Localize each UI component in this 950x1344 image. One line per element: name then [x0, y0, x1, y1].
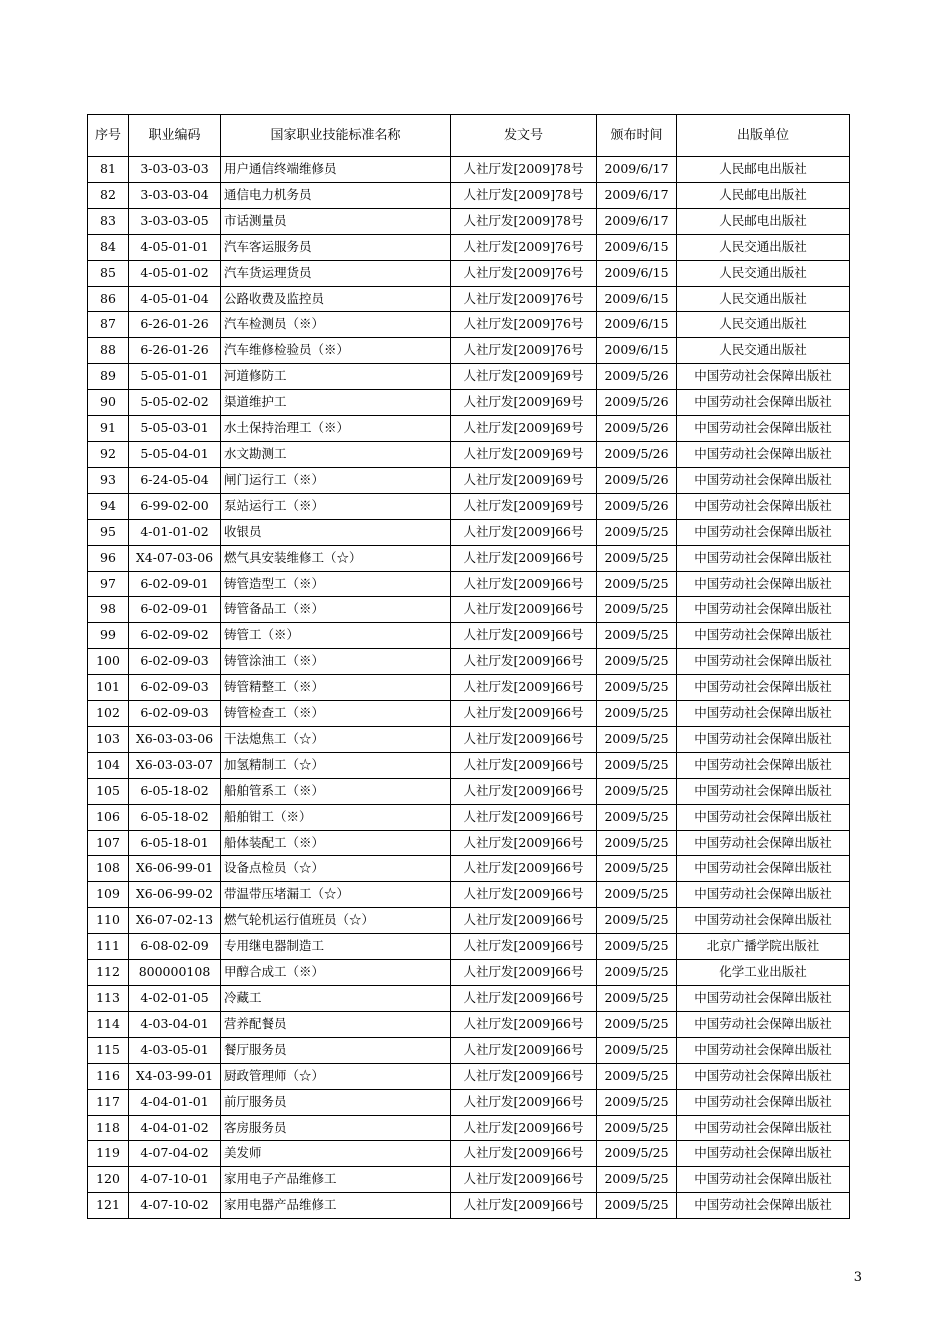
cell-code: 4-05-01-02 [129, 260, 221, 286]
cell-name: 船舶管系工（※） [221, 778, 451, 804]
cell-doc-number: 人社厅发[2009]69号 [451, 467, 597, 493]
cell-doc-number: 人社厅发[2009]69号 [451, 416, 597, 442]
cell-seq: 107 [88, 830, 129, 856]
cell-doc-number: 人社厅发[2009]66号 [451, 752, 597, 778]
cell-seq: 100 [88, 649, 129, 675]
cell-date: 2009/6/17 [597, 182, 677, 208]
cell-publisher: 中国劳动社会保障出版社 [677, 804, 850, 830]
cell-publisher: 中国劳动社会保障出版社 [677, 364, 850, 390]
table-header [88, 115, 850, 157]
cell-publisher: 中国劳动社会保障出版社 [677, 1167, 850, 1193]
cell-seq: 99 [88, 623, 129, 649]
cell-name: 干法熄焦工（☆） [221, 726, 451, 752]
cell-date: 2009/5/25 [597, 986, 677, 1012]
cell-publisher: 中国劳动社会保障出版社 [677, 778, 850, 804]
cell-code: 4-01-01-02 [129, 519, 221, 545]
cell-publisher: 中国劳动社会保障出版社 [677, 1037, 850, 1063]
cell-seq: 92 [88, 441, 129, 467]
cell-date: 2009/6/17 [597, 157, 677, 183]
cell-doc-number: 人社厅发[2009]66号 [451, 882, 597, 908]
cell-doc-number: 人社厅发[2009]66号 [451, 701, 597, 727]
cell-date: 2009/6/15 [597, 234, 677, 260]
cell-name: 冷藏工 [221, 986, 451, 1012]
cell-code: 5-05-01-01 [129, 364, 221, 390]
cell-seq: 81 [88, 157, 129, 183]
cell-name: 设备点检员（☆） [221, 856, 451, 882]
cell-doc-number: 人社厅发[2009]76号 [451, 286, 597, 312]
table-row [88, 675, 850, 701]
cell-seq: 119 [88, 1141, 129, 1167]
table-row [88, 726, 850, 752]
table-row [88, 519, 850, 545]
cell-code: 5-05-03-01 [129, 416, 221, 442]
cell-publisher: 中国劳动社会保障出版社 [677, 986, 850, 1012]
cell-name: 厨政管理师（☆） [221, 1063, 451, 1089]
cell-code: 6-02-09-02 [129, 623, 221, 649]
cell-code: 5-05-04-01 [129, 441, 221, 467]
table-row [88, 701, 850, 727]
cell-seq: 97 [88, 571, 129, 597]
cell-name: 家用电子产品维修工 [221, 1167, 451, 1193]
cell-name: 泵站运行工（※） [221, 493, 451, 519]
cell-date: 2009/5/26 [597, 364, 677, 390]
cell-code: 6-05-18-02 [129, 778, 221, 804]
cell-doc-number: 人社厅发[2009]66号 [451, 804, 597, 830]
table-row [88, 338, 850, 364]
cell-date: 2009/5/25 [597, 752, 677, 778]
table-row [88, 157, 850, 183]
cell-publisher: 中国劳动社会保障出版社 [677, 519, 850, 545]
cell-code: 4-05-01-04 [129, 286, 221, 312]
cell-doc-number: 人社厅发[2009]66号 [451, 960, 597, 986]
cell-doc-number: 人社厅发[2009]69号 [451, 493, 597, 519]
table-row [88, 908, 850, 934]
table-body [88, 157, 850, 1219]
cell-publisher: 中国劳动社会保障出版社 [677, 701, 850, 727]
header-code: 职业编码 [129, 115, 221, 157]
cell-doc-number: 人社厅发[2009]66号 [451, 1063, 597, 1089]
cell-name: 铸管涂油工（※） [221, 649, 451, 675]
table-row [88, 1167, 850, 1193]
table-row [88, 1037, 850, 1063]
cell-doc-number: 人社厅发[2009]66号 [451, 623, 597, 649]
cell-doc-number: 人社厅发[2009]66号 [451, 1193, 597, 1219]
table-row [88, 364, 850, 390]
table-row [88, 234, 850, 260]
cell-name: 客房服务员 [221, 1115, 451, 1141]
cell-name: 餐厅服务员 [221, 1037, 451, 1063]
cell-doc-number: 人社厅发[2009]78号 [451, 208, 597, 234]
cell-publisher: 化学工业出版社 [677, 960, 850, 986]
cell-code: 5-05-02-02 [129, 390, 221, 416]
table-row [88, 1011, 850, 1037]
cell-date: 2009/5/25 [597, 1063, 677, 1089]
cell-name: 用户通信终端维修员 [221, 157, 451, 183]
cell-doc-number: 人社厅发[2009]66号 [451, 908, 597, 934]
cell-code: 6-02-09-01 [129, 597, 221, 623]
cell-publisher: 中国劳动社会保障出版社 [677, 441, 850, 467]
table-row [88, 1141, 850, 1167]
cell-seq: 111 [88, 934, 129, 960]
cell-name: 铸管造型工（※） [221, 571, 451, 597]
table-row [88, 986, 850, 1012]
cell-date: 2009/5/26 [597, 416, 677, 442]
cell-seq: 102 [88, 701, 129, 727]
table-row [88, 1063, 850, 1089]
table-row [88, 260, 850, 286]
cell-name: 带温带压堵漏工（☆） [221, 882, 451, 908]
cell-name: 美发师 [221, 1141, 451, 1167]
cell-doc-number: 人社厅发[2009]66号 [451, 1011, 597, 1037]
cell-date: 2009/5/25 [597, 960, 677, 986]
table-row [88, 571, 850, 597]
cell-date: 2009/5/25 [597, 649, 677, 675]
table-row [88, 493, 850, 519]
cell-name: 铸管检查工（※） [221, 701, 451, 727]
cell-name: 甲醇合成工（※） [221, 960, 451, 986]
cell-date: 2009/5/25 [597, 1193, 677, 1219]
table-row [88, 416, 850, 442]
cell-publisher: 中国劳动社会保障出版社 [677, 1089, 850, 1115]
cell-seq: 96 [88, 545, 129, 571]
cell-publisher: 人民邮电出版社 [677, 182, 850, 208]
cell-date: 2009/5/25 [597, 1037, 677, 1063]
cell-code: 6-26-01-26 [129, 338, 221, 364]
cell-name: 汽车货运理货员 [221, 260, 451, 286]
cell-publisher: 人民交通出版社 [677, 234, 850, 260]
cell-code: 3-03-03-05 [129, 208, 221, 234]
cell-code: 3-03-03-04 [129, 182, 221, 208]
cell-date: 2009/5/25 [597, 934, 677, 960]
cell-seq: 94 [88, 493, 129, 519]
cell-seq: 98 [88, 597, 129, 623]
cell-date: 2009/5/25 [597, 908, 677, 934]
cell-seq: 93 [88, 467, 129, 493]
cell-date: 2009/5/25 [597, 830, 677, 856]
cell-code: 6-02-09-01 [129, 571, 221, 597]
cell-date: 2009/5/25 [597, 701, 677, 727]
table-row [88, 441, 850, 467]
cell-name: 公路收费及监控员 [221, 286, 451, 312]
table-row [88, 960, 850, 986]
cell-code: 4-07-04-02 [129, 1141, 221, 1167]
cell-doc-number: 人社厅发[2009]76号 [451, 312, 597, 338]
cell-name: 收银员 [221, 519, 451, 545]
cell-code: 4-03-04-01 [129, 1011, 221, 1037]
header-publisher: 出版单位 [677, 115, 850, 157]
cell-publisher: 中国劳动社会保障出版社 [677, 830, 850, 856]
cell-doc-number: 人社厅发[2009]66号 [451, 545, 597, 571]
table-row [88, 182, 850, 208]
table-row [88, 208, 850, 234]
cell-publisher: 中国劳动社会保障出版社 [677, 571, 850, 597]
cell-code: X4-07-03-06 [129, 545, 221, 571]
table-row [88, 752, 850, 778]
cell-name: 船体装配工（※） [221, 830, 451, 856]
cell-publisher: 人民交通出版社 [677, 312, 850, 338]
cell-doc-number: 人社厅发[2009]78号 [451, 182, 597, 208]
cell-seq: 115 [88, 1037, 129, 1063]
cell-publisher: 中国劳动社会保障出版社 [677, 882, 850, 908]
cell-doc-number: 人社厅发[2009]66号 [451, 856, 597, 882]
cell-name: 前厅服务员 [221, 1089, 451, 1115]
cell-doc-number: 人社厅发[2009]66号 [451, 597, 597, 623]
cell-name: 汽车维修检验员（※） [221, 338, 451, 364]
cell-code: 800000108 [129, 960, 221, 986]
cell-doc-number: 人社厅发[2009]66号 [451, 1089, 597, 1115]
table-row [88, 467, 850, 493]
cell-code: 6-02-09-03 [129, 649, 221, 675]
header-row [88, 115, 850, 157]
header-seq: 序号 [88, 115, 129, 157]
cell-publisher: 人民交通出版社 [677, 338, 850, 364]
table-row [88, 649, 850, 675]
table-row [88, 390, 850, 416]
table-row [88, 545, 850, 571]
cell-name: 汽车检测员（※） [221, 312, 451, 338]
cell-publisher: 中国劳动社会保障出版社 [677, 752, 850, 778]
cell-date: 2009/5/25 [597, 804, 677, 830]
cell-publisher: 人民交通出版社 [677, 286, 850, 312]
cell-seq: 116 [88, 1063, 129, 1089]
cell-doc-number: 人社厅发[2009]66号 [451, 1037, 597, 1063]
cell-seq: 101 [88, 675, 129, 701]
cell-doc-number: 人社厅发[2009]66号 [451, 1115, 597, 1141]
table-row [88, 312, 850, 338]
cell-publisher: 北京广播学院出版社 [677, 934, 850, 960]
cell-date: 2009/5/25 [597, 856, 677, 882]
cell-seq: 121 [88, 1193, 129, 1219]
table-row [88, 597, 850, 623]
cell-doc-number: 人社厅发[2009]66号 [451, 675, 597, 701]
cell-name: 汽车客运服务员 [221, 234, 451, 260]
cell-date: 2009/5/25 [597, 1167, 677, 1193]
cell-seq: 110 [88, 908, 129, 934]
cell-code: 4-02-01-05 [129, 986, 221, 1012]
cell-publisher: 中国劳动社会保障出版社 [677, 675, 850, 701]
cell-name: 营养配餐员 [221, 1011, 451, 1037]
cell-doc-number: 人社厅发[2009]78号 [451, 157, 597, 183]
cell-date: 2009/5/25 [597, 882, 677, 908]
standards-table [87, 114, 850, 1219]
table-row [88, 778, 850, 804]
table-row [88, 934, 850, 960]
cell-seq: 86 [88, 286, 129, 312]
cell-seq: 91 [88, 416, 129, 442]
cell-name: 市话测量员 [221, 208, 451, 234]
table-row [88, 1115, 850, 1141]
cell-publisher: 中国劳动社会保障出版社 [677, 1193, 850, 1219]
cell-seq: 82 [88, 182, 129, 208]
cell-doc-number: 人社厅发[2009]66号 [451, 571, 597, 597]
cell-date: 2009/6/17 [597, 208, 677, 234]
cell-code: 6-99-02-00 [129, 493, 221, 519]
cell-date: 2009/6/15 [597, 260, 677, 286]
cell-doc-number: 人社厅发[2009]69号 [451, 390, 597, 416]
cell-publisher: 人民邮电出版社 [677, 157, 850, 183]
cell-publisher: 中国劳动社会保障出版社 [677, 493, 850, 519]
cell-name: 通信电力机务员 [221, 182, 451, 208]
cell-publisher: 中国劳动社会保障出版社 [677, 726, 850, 752]
cell-code: X6-03-03-06 [129, 726, 221, 752]
table-row [88, 1089, 850, 1115]
cell-date: 2009/5/25 [597, 1115, 677, 1141]
cell-seq: 117 [88, 1089, 129, 1115]
cell-publisher: 中国劳动社会保障出版社 [677, 908, 850, 934]
cell-code: 6-02-09-03 [129, 701, 221, 727]
cell-doc-number: 人社厅发[2009]66号 [451, 649, 597, 675]
cell-seq: 88 [88, 338, 129, 364]
cell-doc-number: 人社厅发[2009]69号 [451, 364, 597, 390]
cell-date: 2009/6/15 [597, 312, 677, 338]
cell-seq: 87 [88, 312, 129, 338]
cell-name: 船舶钳工（※） [221, 804, 451, 830]
cell-date: 2009/5/25 [597, 1141, 677, 1167]
cell-code: X6-03-03-07 [129, 752, 221, 778]
cell-date: 2009/5/25 [597, 726, 677, 752]
cell-date: 2009/5/26 [597, 441, 677, 467]
cell-doc-number: 人社厅发[2009]66号 [451, 1141, 597, 1167]
cell-publisher: 中国劳动社会保障出版社 [677, 1141, 850, 1167]
cell-seq: 118 [88, 1115, 129, 1141]
cell-date: 2009/5/26 [597, 390, 677, 416]
cell-doc-number: 人社厅发[2009]76号 [451, 234, 597, 260]
cell-date: 2009/5/25 [597, 675, 677, 701]
cell-date: 2009/5/26 [597, 493, 677, 519]
cell-date: 2009/5/25 [597, 623, 677, 649]
cell-publisher: 中国劳动社会保障出版社 [677, 856, 850, 882]
cell-publisher: 中国劳动社会保障出版社 [677, 649, 850, 675]
cell-name: 铸管工（※） [221, 623, 451, 649]
table-row [88, 1193, 850, 1219]
table-row [88, 286, 850, 312]
cell-publisher: 中国劳动社会保障出版社 [677, 1011, 850, 1037]
cell-seq: 84 [88, 234, 129, 260]
cell-doc-number: 人社厅发[2009]66号 [451, 934, 597, 960]
cell-doc-number: 人社厅发[2009]69号 [451, 441, 597, 467]
cell-seq: 104 [88, 752, 129, 778]
cell-name: 铸管备品工（※） [221, 597, 451, 623]
standards-table-container [87, 114, 849, 1219]
cell-publisher: 人民交通出版社 [677, 260, 850, 286]
cell-date: 2009/5/26 [597, 467, 677, 493]
cell-code: X6-06-99-02 [129, 882, 221, 908]
cell-date: 2009/5/25 [597, 519, 677, 545]
header-date: 颁布时间 [597, 115, 677, 157]
cell-name: 水文勘测工 [221, 441, 451, 467]
cell-date: 2009/5/25 [597, 545, 677, 571]
cell-date: 2009/6/15 [597, 286, 677, 312]
cell-seq: 89 [88, 364, 129, 390]
cell-code: X6-06-99-01 [129, 856, 221, 882]
header-doc-number: 发文号 [451, 115, 597, 157]
cell-seq: 108 [88, 856, 129, 882]
cell-doc-number: 人社厅发[2009]76号 [451, 338, 597, 364]
cell-publisher: 中国劳动社会保障出版社 [677, 1115, 850, 1141]
cell-doc-number: 人社厅发[2009]66号 [451, 519, 597, 545]
cell-code: 4-05-01-01 [129, 234, 221, 260]
cell-code: 4-04-01-01 [129, 1089, 221, 1115]
cell-code: 3-03-03-03 [129, 157, 221, 183]
cell-seq: 95 [88, 519, 129, 545]
cell-doc-number: 人社厅发[2009]66号 [451, 986, 597, 1012]
table-row [88, 856, 850, 882]
cell-seq: 83 [88, 208, 129, 234]
cell-publisher: 人民邮电出版社 [677, 208, 850, 234]
cell-publisher: 中国劳动社会保障出版社 [677, 390, 850, 416]
cell-doc-number: 人社厅发[2009]66号 [451, 1167, 597, 1193]
cell-name: 专用继电器制造工 [221, 934, 451, 960]
cell-publisher: 中国劳动社会保障出版社 [677, 623, 850, 649]
cell-doc-number: 人社厅发[2009]66号 [451, 830, 597, 856]
cell-code: 4-07-10-01 [129, 1167, 221, 1193]
cell-name: 水土保持治理工（※） [221, 416, 451, 442]
cell-date: 2009/5/25 [597, 778, 677, 804]
cell-date: 2009/5/25 [597, 597, 677, 623]
cell-code: 6-08-02-09 [129, 934, 221, 960]
cell-seq: 114 [88, 1011, 129, 1037]
cell-seq: 85 [88, 260, 129, 286]
cell-seq: 120 [88, 1167, 129, 1193]
cell-code: 6-26-01-26 [129, 312, 221, 338]
page-number: 3 [853, 1270, 862, 1285]
cell-publisher: 中国劳动社会保障出版社 [677, 1063, 850, 1089]
table-row [88, 830, 850, 856]
cell-publisher: 中国劳动社会保障出版社 [677, 416, 850, 442]
cell-seq: 113 [88, 986, 129, 1012]
cell-name: 燃气具安装维修工（☆） [221, 545, 451, 571]
cell-date: 2009/5/25 [597, 571, 677, 597]
cell-date: 2009/6/15 [597, 338, 677, 364]
cell-name: 铸管精整工（※） [221, 675, 451, 701]
cell-seq: 112 [88, 960, 129, 986]
cell-seq: 109 [88, 882, 129, 908]
cell-doc-number: 人社厅发[2009]76号 [451, 260, 597, 286]
cell-code: 6-05-18-02 [129, 804, 221, 830]
cell-date: 2009/5/25 [597, 1011, 677, 1037]
cell-name: 家用电器产品维修工 [221, 1193, 451, 1219]
cell-seq: 106 [88, 804, 129, 830]
cell-name: 加氢精制工（☆） [221, 752, 451, 778]
cell-name: 燃气轮机运行值班员（☆） [221, 908, 451, 934]
table-row [88, 804, 850, 830]
cell-doc-number: 人社厅发[2009]66号 [451, 778, 597, 804]
header-name: 国家职业技能标准名称 [221, 115, 451, 157]
cell-code: 6-05-18-01 [129, 830, 221, 856]
cell-publisher: 中国劳动社会保障出版社 [677, 467, 850, 493]
cell-code: 4-07-10-02 [129, 1193, 221, 1219]
cell-code: 6-02-09-03 [129, 675, 221, 701]
cell-code: X4-03-99-01 [129, 1063, 221, 1089]
cell-code: 6-24-05-04 [129, 467, 221, 493]
cell-seq: 105 [88, 778, 129, 804]
cell-doc-number: 人社厅发[2009]66号 [451, 726, 597, 752]
cell-code: 4-03-05-01 [129, 1037, 221, 1063]
cell-name: 河道修防工 [221, 364, 451, 390]
cell-publisher: 中国劳动社会保障出版社 [677, 545, 850, 571]
cell-publisher: 中国劳动社会保障出版社 [677, 597, 850, 623]
cell-seq: 90 [88, 390, 129, 416]
table-row [88, 882, 850, 908]
cell-code: 4-04-01-02 [129, 1115, 221, 1141]
cell-seq: 103 [88, 726, 129, 752]
cell-code: X6-07-02-13 [129, 908, 221, 934]
cell-name: 闸门运行工（※） [221, 467, 451, 493]
table-row [88, 623, 850, 649]
cell-date: 2009/5/25 [597, 1089, 677, 1115]
cell-name: 渠道维护工 [221, 390, 451, 416]
